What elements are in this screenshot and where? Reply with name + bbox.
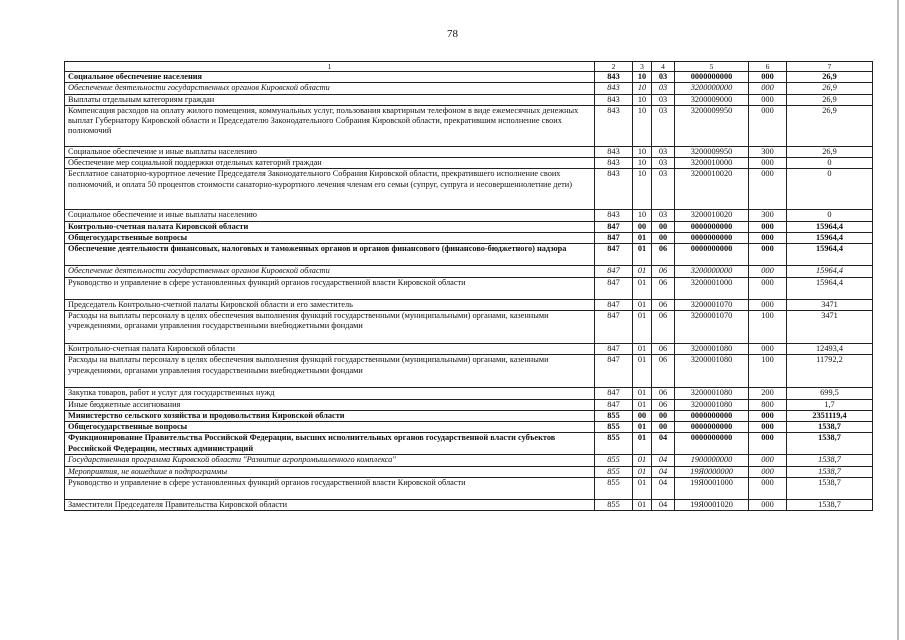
- cell-amount: 1538,7: [787, 466, 873, 477]
- cell-section-code: 01: [633, 244, 652, 266]
- cell-section-code: 01: [633, 433, 652, 455]
- cell-name: Контрольно-счетная палата Кировской области: [65, 221, 595, 232]
- cell-expense-type-code: 200: [749, 388, 787, 399]
- cell-expense-type-code: 000: [749, 299, 787, 310]
- cell-ministry-code: 843: [595, 72, 633, 83]
- cell-section-code: 10: [633, 146, 652, 157]
- cell-ministry-code: 843: [595, 94, 633, 105]
- cell-section-code: 10: [633, 72, 652, 83]
- cell-name: Председатель Контрольно-счетной палаты Кировской области и его заместитель: [65, 299, 595, 310]
- cell-amount: 15964,4: [787, 233, 873, 244]
- cell-ministry-code: 847: [595, 343, 633, 354]
- cell-amount: 1538,7: [787, 455, 873, 466]
- header-cell-amount: 7: [787, 62, 873, 72]
- table-row: [65, 277, 873, 299]
- cell-amount: 699,5: [787, 388, 873, 399]
- cell-expense-type-code: 000: [749, 83, 787, 94]
- cell-expense-type-code: 000: [749, 233, 787, 244]
- cell-expense-type-code: 000: [749, 266, 787, 277]
- cell-ministry-code: 847: [595, 221, 633, 232]
- table-header-row: [65, 62, 873, 72]
- cell-target-item-code: 0000000000: [675, 233, 749, 244]
- header-cell-section: 3: [633, 62, 652, 72]
- cell-name: Компенсация расходов на оплату жилого помещения, коммунальных услуг, пользования квартирным телефоном в виде ежемесячных денежных выплат Губернатору Кировской области и Председателю Законодательного Собрания Кировской области, прекратившим исполнение своих полномочий: [65, 105, 595, 146]
- cell-subsection-code: 06: [652, 388, 675, 399]
- cell-name: Бесплатное санаторно-курортное лечение Председателя Законодательного Собрания Кировской области, прекратившего исполнение своих полномочий, и оплата 50 процентов стоимости санаторно-курортного лечения членам его семьи (супруг, супруга и несовершеннолетние дети): [65, 169, 595, 210]
- cell-section-code: 01: [633, 266, 652, 277]
- cell-amount: 1538,7: [787, 478, 873, 500]
- cell-target-item-code: 19Я0001000: [675, 478, 749, 500]
- cell-amount: 15964,4: [787, 266, 873, 277]
- cell-ministry-code: 847: [595, 388, 633, 399]
- table-row: [65, 478, 873, 500]
- cell-expense-type-code: 300: [749, 210, 787, 221]
- cell-subsection-code: 04: [652, 455, 675, 466]
- cell-name: Министерство сельского хозяйства и продовольствия Кировской области: [65, 410, 595, 421]
- cell-section-code: 00: [633, 410, 652, 421]
- cell-amount: 0: [787, 210, 873, 221]
- cell-amount: 26,9: [787, 83, 873, 94]
- cell-amount: 1538,7: [787, 433, 873, 455]
- cell-ministry-code: 847: [595, 299, 633, 310]
- cell-target-item-code: 3200010020: [675, 210, 749, 221]
- cell-subsection-code: 00: [652, 410, 675, 421]
- cell-subsection-code: 03: [652, 169, 675, 210]
- table-row: [65, 422, 873, 433]
- cell-name: Государственная программа Кировской области "Развитие агропромышленного комплекса": [65, 455, 595, 466]
- cell-target-item-code: 0000000000: [675, 221, 749, 232]
- cell-target-item-code: 3200001000: [675, 277, 749, 299]
- cell-name: Иные бюджетные ассигнования: [65, 399, 595, 410]
- cell-target-item-code: 3200001070: [675, 310, 749, 343]
- cell-target-item-code: 3200010020: [675, 169, 749, 210]
- cell-target-item-code: 3200001080: [675, 343, 749, 354]
- table-row: [65, 410, 873, 421]
- cell-name: Обеспечение деятельности государственных органов Кировской области: [65, 83, 595, 94]
- table-row: [65, 500, 873, 511]
- cell-subsection-code: 04: [652, 466, 675, 477]
- cell-ministry-code: 843: [595, 158, 633, 169]
- table-row: [65, 72, 873, 83]
- header-cell-subsection: 4: [652, 62, 675, 72]
- cell-ministry-code: 847: [595, 277, 633, 299]
- cell-section-code: 01: [633, 399, 652, 410]
- cell-expense-type-code: 000: [749, 455, 787, 466]
- cell-section-code: 01: [633, 500, 652, 511]
- cell-subsection-code: 06: [652, 299, 675, 310]
- scan-edge-line: [897, 0, 899, 640]
- cell-amount: 3471: [787, 310, 873, 343]
- cell-ministry-code: 847: [595, 399, 633, 410]
- cell-name: Общегосударственные вопросы: [65, 233, 595, 244]
- cell-subsection-code: 03: [652, 83, 675, 94]
- cell-expense-type-code: 000: [749, 169, 787, 210]
- cell-subsection-code: 03: [652, 72, 675, 83]
- cell-amount: 1538,7: [787, 500, 873, 511]
- cell-amount: 12493,4: [787, 343, 873, 354]
- cell-target-item-code: 3200000000: [675, 266, 749, 277]
- table-row: [65, 388, 873, 399]
- cell-ministry-code: 847: [595, 233, 633, 244]
- cell-subsection-code: 06: [652, 310, 675, 343]
- table-row: [65, 233, 873, 244]
- table-row: [65, 455, 873, 466]
- cell-amount: 26,9: [787, 72, 873, 83]
- cell-target-item-code: 3200009950: [675, 146, 749, 157]
- table-row: [65, 221, 873, 232]
- table-row: [65, 399, 873, 410]
- header-cell-ministry: 2: [595, 62, 633, 72]
- cell-target-item-code: 1900000000: [675, 455, 749, 466]
- cell-expense-type-code: 000: [749, 433, 787, 455]
- cell-section-code: 01: [633, 277, 652, 299]
- table-row: [65, 83, 873, 94]
- cell-name: Обеспечение мер социальной поддержки отдельных категорий граждан: [65, 158, 595, 169]
- cell-ministry-code: 843: [595, 210, 633, 221]
- cell-expense-type-code: 000: [749, 500, 787, 511]
- cell-expense-type-code: 000: [749, 244, 787, 266]
- cell-subsection-code: 04: [652, 478, 675, 500]
- cell-ministry-code: 855: [595, 433, 633, 455]
- cell-ministry-code: 847: [595, 310, 633, 343]
- table-row: [65, 210, 873, 221]
- cell-amount: 26,9: [787, 94, 873, 105]
- cell-section-code: 01: [633, 422, 652, 433]
- cell-ministry-code: 855: [595, 455, 633, 466]
- header-cell-target-item: 5: [675, 62, 749, 72]
- cell-subsection-code: 06: [652, 266, 675, 277]
- cell-name: Расходы на выплаты персоналу в целях обеспечения выполнения функций государственными (муниципальными) органами, казенными учреждениями, органами управления государственными внебюджетными фондами: [65, 310, 595, 343]
- cell-section-code: 01: [633, 478, 652, 500]
- cell-name: Выплаты отдельным категориям граждан: [65, 94, 595, 105]
- table-row: [65, 466, 873, 477]
- table-row: [65, 169, 873, 210]
- table-row: [65, 146, 873, 157]
- cell-target-item-code: 3200001080: [675, 388, 749, 399]
- cell-ministry-code: 843: [595, 146, 633, 157]
- budget-table: [64, 61, 873, 511]
- cell-name: Расходы на выплаты персоналу в целях обеспечения выполнения функций государственными (муниципальными) органами, казенными учреждениями, органами управления государственными внебюджетными фондами: [65, 355, 595, 388]
- cell-target-item-code: 0000000000: [675, 72, 749, 83]
- cell-subsection-code: 06: [652, 355, 675, 388]
- cell-target-item-code: 3200000000: [675, 83, 749, 94]
- cell-target-item-code: 3200001080: [675, 399, 749, 410]
- cell-expense-type-code: 000: [749, 478, 787, 500]
- cell-target-item-code: 3200010000: [675, 158, 749, 169]
- table-row: [65, 266, 873, 277]
- cell-subsection-code: 03: [652, 146, 675, 157]
- cell-subsection-code: 04: [652, 433, 675, 455]
- cell-subsection-code: 00: [652, 422, 675, 433]
- cell-expense-type-code: 000: [749, 422, 787, 433]
- cell-section-code: 10: [633, 94, 652, 105]
- cell-expense-type-code: 000: [749, 466, 787, 477]
- cell-subsection-code: 06: [652, 399, 675, 410]
- table-row: [65, 343, 873, 354]
- cell-subsection-code: 03: [652, 210, 675, 221]
- cell-section-code: 01: [633, 233, 652, 244]
- cell-ministry-code: 847: [595, 266, 633, 277]
- cell-section-code: 10: [633, 105, 652, 146]
- cell-ministry-code: 847: [595, 355, 633, 388]
- cell-amount: 26,9: [787, 105, 873, 146]
- cell-ministry-code: 855: [595, 422, 633, 433]
- cell-target-item-code: 19Я0001020: [675, 500, 749, 511]
- table-row: [65, 355, 873, 388]
- cell-subsection-code: 00: [652, 221, 675, 232]
- cell-amount: 15964,4: [787, 244, 873, 266]
- header-cell-name: 1: [65, 62, 595, 72]
- cell-ministry-code: 855: [595, 466, 633, 477]
- table-row: [65, 105, 873, 146]
- cell-amount: 3471: [787, 299, 873, 310]
- cell-section-code: 10: [633, 83, 652, 94]
- cell-section-code: 01: [633, 343, 652, 354]
- cell-ministry-code: 843: [595, 169, 633, 210]
- cell-name: Обеспечение деятельности финансовых, налоговых и таможенных органов и органов финансового (финансово-бюджетного) надзора: [65, 244, 595, 266]
- cell-name: Руководство и управление в сфере установленных функций органов государственной власти Кировской области: [65, 478, 595, 500]
- cell-amount: 26,9: [787, 146, 873, 157]
- cell-expense-type-code: 000: [749, 221, 787, 232]
- cell-name: Заместители Председателя Правительства Кировской области: [65, 500, 595, 511]
- cell-subsection-code: 03: [652, 94, 675, 105]
- cell-target-item-code: 19Я0000000: [675, 466, 749, 477]
- cell-target-item-code: 3200001080: [675, 355, 749, 388]
- cell-subsection-code: 06: [652, 277, 675, 299]
- cell-subsection-code: 06: [652, 343, 675, 354]
- cell-section-code: 01: [633, 355, 652, 388]
- page-number: 78: [447, 28, 458, 40]
- cell-subsection-code: 03: [652, 105, 675, 146]
- cell-name: Социальное обеспечение и иные выплаты населению: [65, 146, 595, 157]
- cell-name: Функционирование Правительства Российской Федерации, высших исполнительных органов государственной власти субъектов Российской Федерации, местных администраций: [65, 433, 595, 455]
- cell-expense-type-code: 000: [749, 343, 787, 354]
- cell-expense-type-code: 000: [749, 158, 787, 169]
- cell-ministry-code: 855: [595, 500, 633, 511]
- cell-expense-type-code: 800: [749, 399, 787, 410]
- table-row: [65, 244, 873, 266]
- table-row: [65, 433, 873, 455]
- cell-ministry-code: 843: [595, 83, 633, 94]
- cell-amount: 15964,4: [787, 277, 873, 299]
- cell-subsection-code: 03: [652, 158, 675, 169]
- cell-section-code: 10: [633, 158, 652, 169]
- cell-section-code: 01: [633, 310, 652, 343]
- cell-name: Закупка товаров, работ и услуг для государственных нужд: [65, 388, 595, 399]
- cell-section-code: 10: [633, 169, 652, 210]
- cell-target-item-code: 0000000000: [675, 433, 749, 455]
- cell-expense-type-code: 000: [749, 105, 787, 146]
- cell-section-code: 01: [633, 455, 652, 466]
- cell-section-code: 01: [633, 299, 652, 310]
- table-row: [65, 158, 873, 169]
- cell-amount: 15964,4: [787, 221, 873, 232]
- cell-target-item-code: 3200009000: [675, 94, 749, 105]
- cell-name: Социальное обеспечение и иные выплаты населению: [65, 210, 595, 221]
- cell-section-code: 00: [633, 221, 652, 232]
- cell-amount: 1,7: [787, 399, 873, 410]
- cell-amount: 1538,7: [787, 422, 873, 433]
- table-row: [65, 299, 873, 310]
- cell-amount: 11792,2: [787, 355, 873, 388]
- cell-expense-type-code: 100: [749, 355, 787, 388]
- cell-target-item-code: 3200009950: [675, 105, 749, 146]
- cell-section-code: 01: [633, 388, 652, 399]
- cell-section-code: 10: [633, 210, 652, 221]
- cell-name: Общегосударственные вопросы: [65, 422, 595, 433]
- cell-expense-type-code: 000: [749, 72, 787, 83]
- budget-table-body: [65, 62, 873, 511]
- table-row: [65, 310, 873, 343]
- cell-amount: 0: [787, 169, 873, 210]
- cell-amount: 2351119,4: [787, 410, 873, 421]
- cell-expense-type-code: 100: [749, 310, 787, 343]
- cell-ministry-code: 843: [595, 105, 633, 146]
- cell-name: Социальное обеспечение населения: [65, 72, 595, 83]
- cell-expense-type-code: 000: [749, 277, 787, 299]
- cell-name: Контрольно-счетная палата Кировской области: [65, 343, 595, 354]
- cell-expense-type-code: 300: [749, 146, 787, 157]
- cell-expense-type-code: 000: [749, 410, 787, 421]
- cell-amount: 0: [787, 158, 873, 169]
- cell-target-item-code: 0000000000: [675, 244, 749, 266]
- cell-name: Мероприятия, не вошедшие в подпрограммы: [65, 466, 595, 477]
- cell-ministry-code: 855: [595, 410, 633, 421]
- cell-target-item-code: 0000000000: [675, 422, 749, 433]
- cell-subsection-code: 06: [652, 244, 675, 266]
- cell-expense-type-code: 000: [749, 94, 787, 105]
- cell-subsection-code: 04: [652, 500, 675, 511]
- table-row: [65, 94, 873, 105]
- cell-target-item-code: 0000000000: [675, 410, 749, 421]
- cell-name: Руководство и управление в сфере установленных функций органов государственной власти Кировской области: [65, 277, 595, 299]
- header-cell-expense-type: 6: [749, 62, 787, 72]
- cell-ministry-code: 855: [595, 478, 633, 500]
- cell-ministry-code: 847: [595, 244, 633, 266]
- cell-name: Обеспечение деятельности государственных органов Кировской области: [65, 266, 595, 277]
- cell-subsection-code: 00: [652, 233, 675, 244]
- cell-section-code: 01: [633, 466, 652, 477]
- cell-target-item-code: 3200001070: [675, 299, 749, 310]
